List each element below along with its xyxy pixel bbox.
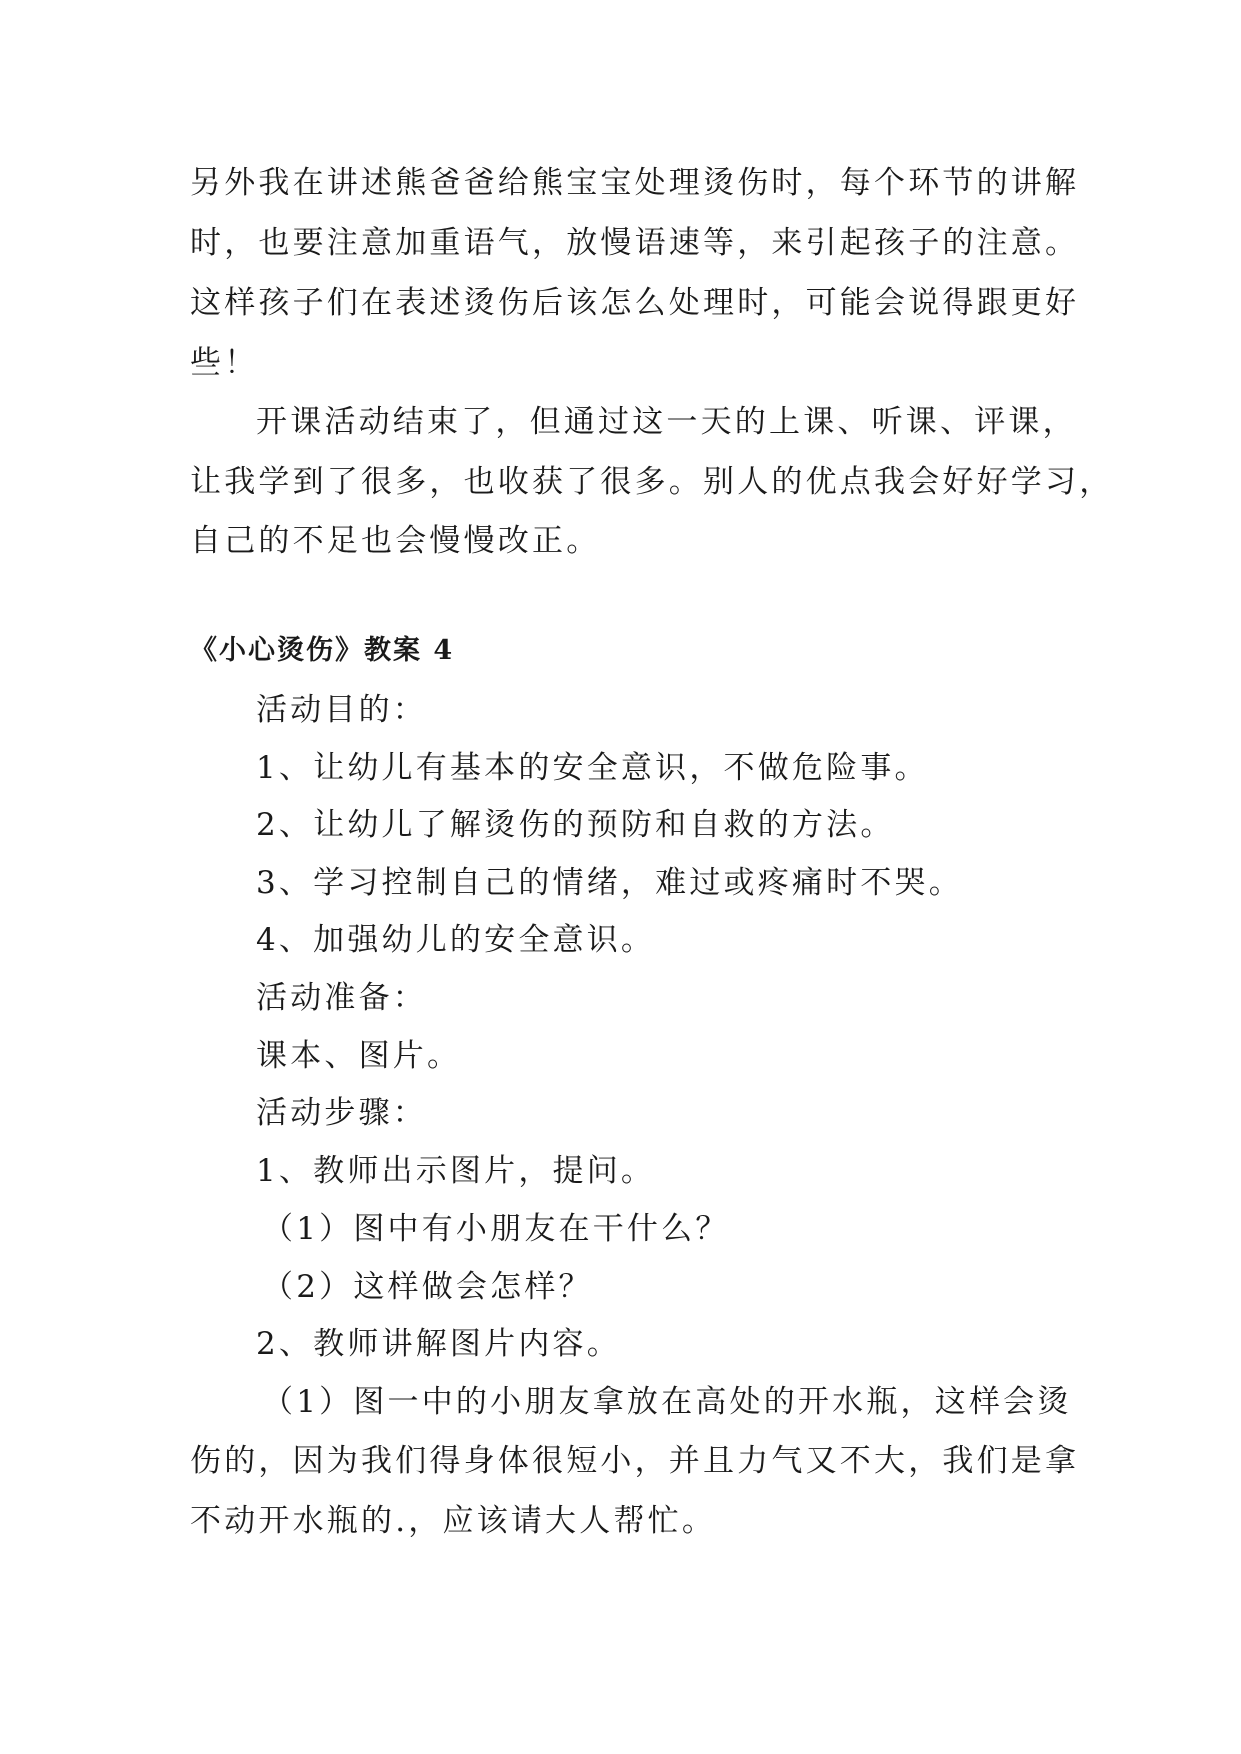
step-2-explanation-line-2: 伤的，因为我们得身体很短小，并且力气又不大，我们是拿	[190, 1443, 1080, 1479]
section-title-steps: 活动步骤：	[256, 1095, 427, 1131]
paragraph-1-line-4: 些！	[190, 345, 259, 381]
step-item-1: 1、教师出示图片，提问。	[256, 1153, 656, 1189]
section-title-preparation: 活动准备：	[256, 980, 427, 1016]
goal-item-1: 1、让幼儿有基本的安全意识，不做危险事。	[256, 750, 929, 786]
step-2-explanation-line-3: 不动开水瓶的.，应该请大人帮忙。	[190, 1503, 717, 1539]
paragraph-1-line-2: 时，也要注意加重语气，放慢语速等，来引起孩子的注意。	[190, 225, 1080, 261]
goal-item-3: 3、学习控制自己的情绪，难过或疼痛时不哭。	[256, 865, 963, 901]
step-2-explanation-line-1: （1）图一中的小朋友拿放在高处的开水瓶，这样会烫	[262, 1384, 1072, 1420]
section-title-goals: 活动目的：	[256, 692, 427, 728]
goal-item-2: 2、让幼儿了解烫伤的预防和自救的方法。	[256, 807, 895, 843]
step-1-question-2: （2）这样做会怎样？	[262, 1269, 593, 1305]
lesson-plan-heading: 《小心烫伤》教案 4	[190, 635, 455, 666]
goal-item-4: 4、加强幼儿的安全意识。	[256, 922, 656, 958]
paragraph-2-line-3: 自己的不足也会慢慢改正。	[190, 523, 601, 559]
step-1-question-1: （1）图中有小朋友在干什么？	[262, 1211, 730, 1247]
step-item-2: 2、教师讲解图片内容。	[256, 1326, 621, 1362]
paragraph-1-line-3: 这样孩子们在表述烫伤后该怎么处理时，可能会说得跟更好	[190, 285, 1080, 321]
preparation-item: 课本、图片。	[256, 1038, 462, 1074]
paragraph-1-line-1: 另外我在讲述熊爸爸给熊宝宝处理烫伤时，每个环节的讲解	[190, 165, 1080, 201]
paragraph-2-line-1: 开课活动结束了，但通过这一天的上课、听课、评课，	[256, 404, 1077, 440]
paragraph-2-line-2: 让我学到了很多，也收获了很多。别人的优点我会好好学习，	[190, 464, 1114, 500]
